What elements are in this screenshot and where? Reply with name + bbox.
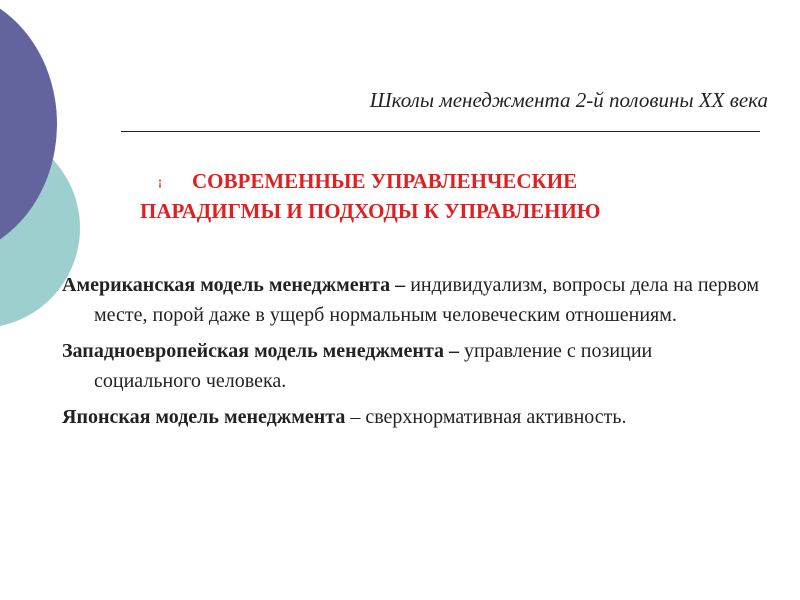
item-text: управление с позиции социального человека. <box>94 340 653 392</box>
heading-bullet: ¡ <box>158 174 162 188</box>
item-term: Американская модель менеджмента – <box>62 274 406 296</box>
list-item-american <box>62 270 762 330</box>
item-text: индивидуализм, вопросы дела на первом месте, порой даже в ущерб нормальным человеческим отношениям. <box>94 274 760 326</box>
section-heading <box>140 166 760 226</box>
item-term: Японская модель менеджмента <box>62 406 346 428</box>
content-list <box>62 270 762 438</box>
title-divider <box>121 131 760 132</box>
list-item-japanese <box>62 402 762 432</box>
heading-line-2: ПАРАДИГМЫ И ПОДХОДЫ К УПРАВЛЕНИЮ <box>140 199 601 223</box>
slide-title: Школы менеджмента 2-й половины XX века <box>369 88 768 112</box>
item-text: – сверхнормативная активность. <box>345 406 627 428</box>
item-term: Западноевропейская модель менеджмента – <box>62 340 460 362</box>
heading-line-1: СОВРЕМЕННЫЕ УПРАВЛЕНЧЕСКИЕ <box>192 169 578 193</box>
list-item-west-european <box>62 336 762 396</box>
